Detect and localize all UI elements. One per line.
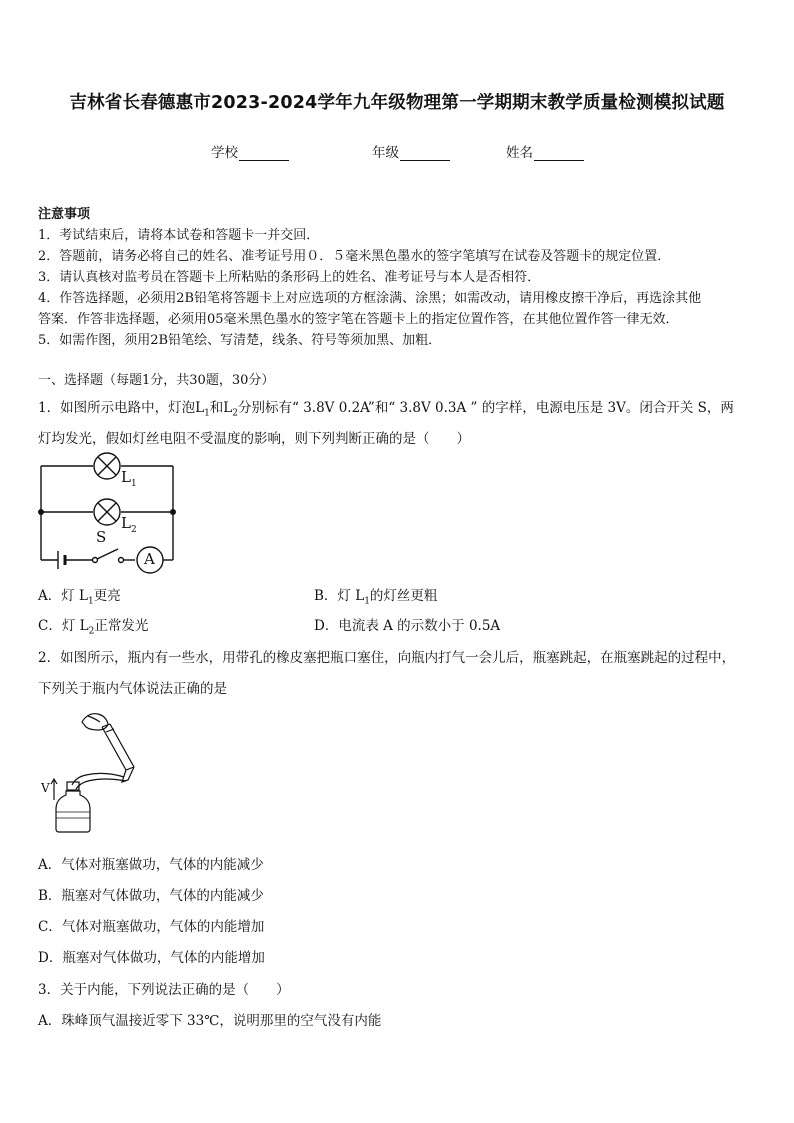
school-label: 学校 — [211, 145, 238, 161]
q2-option-c[interactable]: C．气体对瓶塞做功，气体的内能增加 — [38, 919, 265, 935]
label-l1: $L_1$ — [121, 468, 137, 489]
section-heading: 一、选择题（每题1分，共30题，30分） — [38, 373, 275, 388]
pump-icon — [102, 727, 126, 770]
grade-label: 年级 — [372, 145, 399, 161]
q1-text-prefix: 1．如图所示电路中，灯泡 — [38, 400, 196, 416]
notes-item: 4．作答选择题，必须用2B铅笔将答题卡上对应选项的方框涂满、涂黑；如需改动，请用橡皮擦干净后，再选涂其他 — [38, 291, 702, 306]
q1-option-b[interactable]: B．灯 $L_1$的灯丝更粗 — [314, 588, 438, 607]
q2-option-a[interactable]: A．气体对瓶塞做功，气体的内能减少 — [38, 857, 264, 873]
q1-l1-letter: L — [195, 400, 205, 416]
q2-option-d[interactable]: D．瓶塞对气体做功，气体的内能增加 — [38, 950, 265, 966]
label-ammeter: A — [144, 550, 155, 568]
bottle-icon — [56, 791, 90, 832]
label-switch: S — [96, 528, 107, 546]
q1-l1-sub: 1 — [204, 408, 210, 419]
notes-heading: 注意事项 — [38, 207, 91, 222]
name-label: 姓名 — [506, 145, 533, 161]
notes-item: 3．请认真核对监考员在答题卡上所粘贴的条形码上的姓名、准考证号与本人是否相符． — [38, 270, 541, 285]
notes-item: 5．如需作图，须用2B铅笔绘、写清楚，线条、符号等须加黑、加粗． — [38, 333, 442, 348]
hand-icon — [82, 714, 108, 730]
label-l2: $L_2$ — [121, 514, 137, 535]
q1-text-middle: 分别标有“ 3.8V 0.2A”和“ 3.8V 0.3A ” 的字样，电源电压是 3V。闭合开关 S，两 — [238, 400, 734, 416]
q1-l2-sub: 2 — [232, 408, 238, 419]
q3-stem: 3．关于内能，下列说法正确的是（ ） — [38, 982, 290, 998]
q2-stem-line2: 下列关于瓶内气体说法正确的是 — [38, 681, 227, 697]
notes-item: 2．答题前，请务必将自己的姓名、准考证号用０．５毫米黑色墨水的签字笔填写在试卷及答题卡的规定位置． — [38, 249, 671, 264]
q1-l2-letter: L — [223, 400, 233, 416]
q1-option-d[interactable]: D．电流表 A 的示数小于 0.5A — [314, 618, 501, 634]
q3-option-a[interactable]: A．珠峰顶气温接近零下 33℃，说明那里的空气没有内能 — [38, 1013, 382, 1029]
q1-option-c[interactable]: C．灯 $L_2$正常发光 — [38, 618, 149, 637]
q1-option-a[interactable]: A．灯 $L_1$更亮 — [38, 588, 121, 607]
notes-item: 答案．作答非选择题，必须用05毫米黑色墨水的签字笔在答题卡上的指定位置作答，在其他位置作答一律无效． — [38, 312, 679, 327]
label-v: V — [41, 781, 50, 795]
q1-stem-line2: 灯均发光，假如灯丝电阻不受温度的影响，则下列判断正确的是（ ） — [38, 431, 470, 447]
q1-and: 和 — [209, 400, 224, 416]
q2-option-b[interactable]: B．瓶塞对气体做功，气体的内能减少 — [38, 888, 264, 904]
page-title: 吉林省长春德惠市2023-2024学年九年级物理第一学期期末教学质量检测模拟试题 — [69, 93, 725, 113]
q2-stem-line1: 2．如图所示，瓶内有一些水，用带孔的橡皮塞把瓶口塞住，向瓶内打气一会儿后，瓶塞跳起，在瓶塞跳起的过程中， — [38, 650, 736, 666]
notes-item: 1．考试结束后，请将本试卷和答题卡一并交回． — [38, 228, 320, 243]
